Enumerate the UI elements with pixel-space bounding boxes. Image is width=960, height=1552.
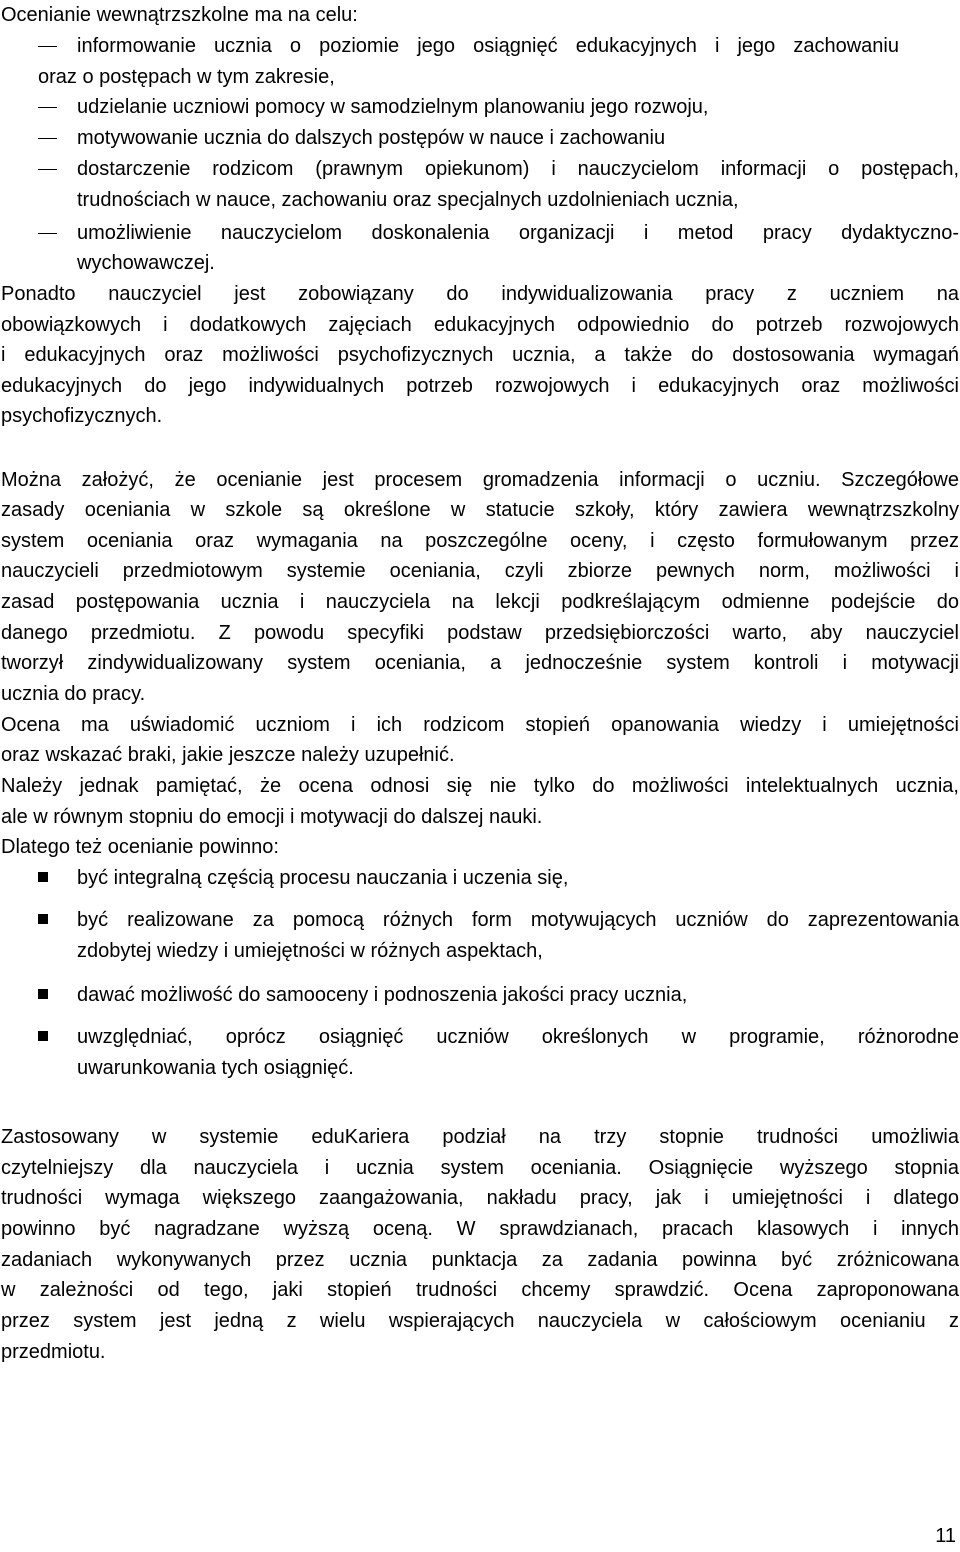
square-item-2-line-1: być realizowane za pomocą różnych form motywujących uczniów do zaprezentowania (77, 909, 959, 931)
square-bullet (38, 872, 48, 882)
square-item-1: być integralną częścią procesu nauczania i uczenia się, (77, 867, 569, 889)
para1-line-3: i edukacyjnych oraz możliwości psychofizycznych ucznia, a także do dostosowania wymagań (1, 344, 959, 366)
para2-line-11: Należy jednak pamiętać, że ocena odnosi się nie tylko do możliwości intelektualnych ucznia, (1, 775, 959, 797)
para3-line-8: przedmiotu. (1, 1341, 106, 1363)
dash-item-4-line-2: trudnościach w nauce, zachowaniu oraz specjalnych uzdolnieniach ucznia, (77, 189, 739, 211)
para3-line-1: Zastosowany w systemie eduKariera podział na trzy stopnie trudności umożliwia (1, 1126, 959, 1148)
para2-line-8: ucznia do pracy. (1, 683, 146, 705)
square-bullet (38, 914, 48, 924)
dash-item-5-line-2: wychowawczej. (77, 252, 215, 274)
square-item-4-line-2: uwarunkowania tych osiągnięć. (77, 1057, 354, 1079)
para1-line-4: edukacyjnych do jego indywidualnych potrzeb rozwojowych i edukacyjnych oraz możliwości (1, 375, 959, 397)
para2-line-12: ale w równym stopniu do emocji i motywacji do dalszej nauki. (1, 806, 543, 828)
dash-item-3: motywowanie ucznia do dalszych postępów w nauce i zachowaniu (77, 127, 666, 149)
para2-line-10: oraz wskazać braki, jakie jeszcze należy uzupełnić. (1, 744, 455, 766)
para2-line-5: zasad postępowania ucznia i nauczyciela na lekcji podkreślającym odmienne podejście do (1, 591, 959, 613)
para3-line-5: zadaniach wykonywanych przez ucznia punktacja za zadania powinna być zróżnicowana (1, 1249, 959, 1271)
dash-item-4-line-1: dostarczenie rodzicom (prawnym opiekunom) i nauczycielom informacji o postępach, (77, 158, 959, 180)
dash-item-5-line-1: umożliwienie nauczycielom doskonalenia organizacji i metod pracy dydaktyczno- (77, 222, 959, 244)
para2-line-13: Dlatego też ocenianie powinno: (1, 836, 279, 858)
para2-line-4: nauczycieli przedmiotowym systemie oceniania, czyli zbiorze pewnych norm, możliwości i (1, 560, 959, 582)
intro-heading: Ocenianie wewnątrzszkolne ma na celu: (1, 4, 358, 26)
para2-line-3: system oceniania oraz wymagania na poszczególne oceny, i często formułowanym przez (1, 530, 959, 552)
para3-line-4: powinno być nagradzane wyższą oceną. W sprawdzianach, pracach klasowych i innych (1, 1218, 959, 1240)
dash-item-2: udzielanie uczniowi pomocy w samodzielnym planowaniu jego rozwoju, (77, 96, 709, 118)
dash-item-1-line-1: informowanie ucznia o poziomie jego osiągnięć edukacyjnych i jego zachowaniu (77, 35, 899, 57)
square-bullet (38, 989, 48, 999)
dash-item-1-line-2: oraz o postępach w tym zakresie, (38, 66, 335, 88)
para2-line-9: Ocena ma uświadomić uczniom i ich rodzicom stopień opanowania wiedzy i umiejętności (1, 714, 959, 736)
para3-line-2: czytelniejszy dla nauczyciela i ucznia system oceniania. Osiągnięcie wyższego stopnia (1, 1157, 959, 1179)
para1-line-2: obowiązkowych i dodatkowych zajęciach edukacyjnych odpowiednio do potrzeb rozwojowych (1, 314, 959, 336)
para2-line-6: danego przedmiotu. Z powodu specyfiki podstaw przedsiębiorczości warto, aby nauczyciel (1, 622, 959, 644)
para3-line-7: przez system jest jedną z wielu wspierających nauczyciela w całościowym ocenianiu z (1, 1310, 959, 1332)
square-item-4-line-1: uwzględniać, oprócz osiągnięć uczniów określonych w programie, różnorodne (77, 1026, 959, 1048)
para1-line-5: psychofizycznych. (1, 405, 163, 427)
square-item-2-line-2: zdobytej wiedzy i umiejętności w różnych aspektach, (77, 940, 543, 962)
page-number: 11 (935, 1525, 956, 1547)
para1-line-1: Ponadto nauczyciel jest zobowiązany do indywidualizowania pracy z uczniem na (1, 283, 959, 305)
square-bullet (38, 1031, 48, 1041)
para2-line-2: zasady oceniania w szkole są określone w statucie szkoły, który zawiera wewnątrzszkolny (1, 499, 959, 521)
para3-line-6: w zależności od tego, jaki stopień trudności chcemy sprawdzić. Ocena zaproponowana (1, 1279, 959, 1301)
para3-line-3: trudności wymaga większego zaangażowania, nakładu pracy, jak i umiejętności i dlatego (1, 1187, 959, 1209)
para2-line-1: Można założyć, że ocenianie jest procesem gromadzenia informacji o uczniu. Szczegółowe (1, 469, 959, 491)
para2-line-7: tworzył zindywidualizowany system oceniania, a jednocześnie system kontroli i motywacji (1, 652, 959, 674)
square-item-3: dawać możliwość do samooceny i podnoszenia jakości pracy ucznia, (77, 984, 688, 1006)
